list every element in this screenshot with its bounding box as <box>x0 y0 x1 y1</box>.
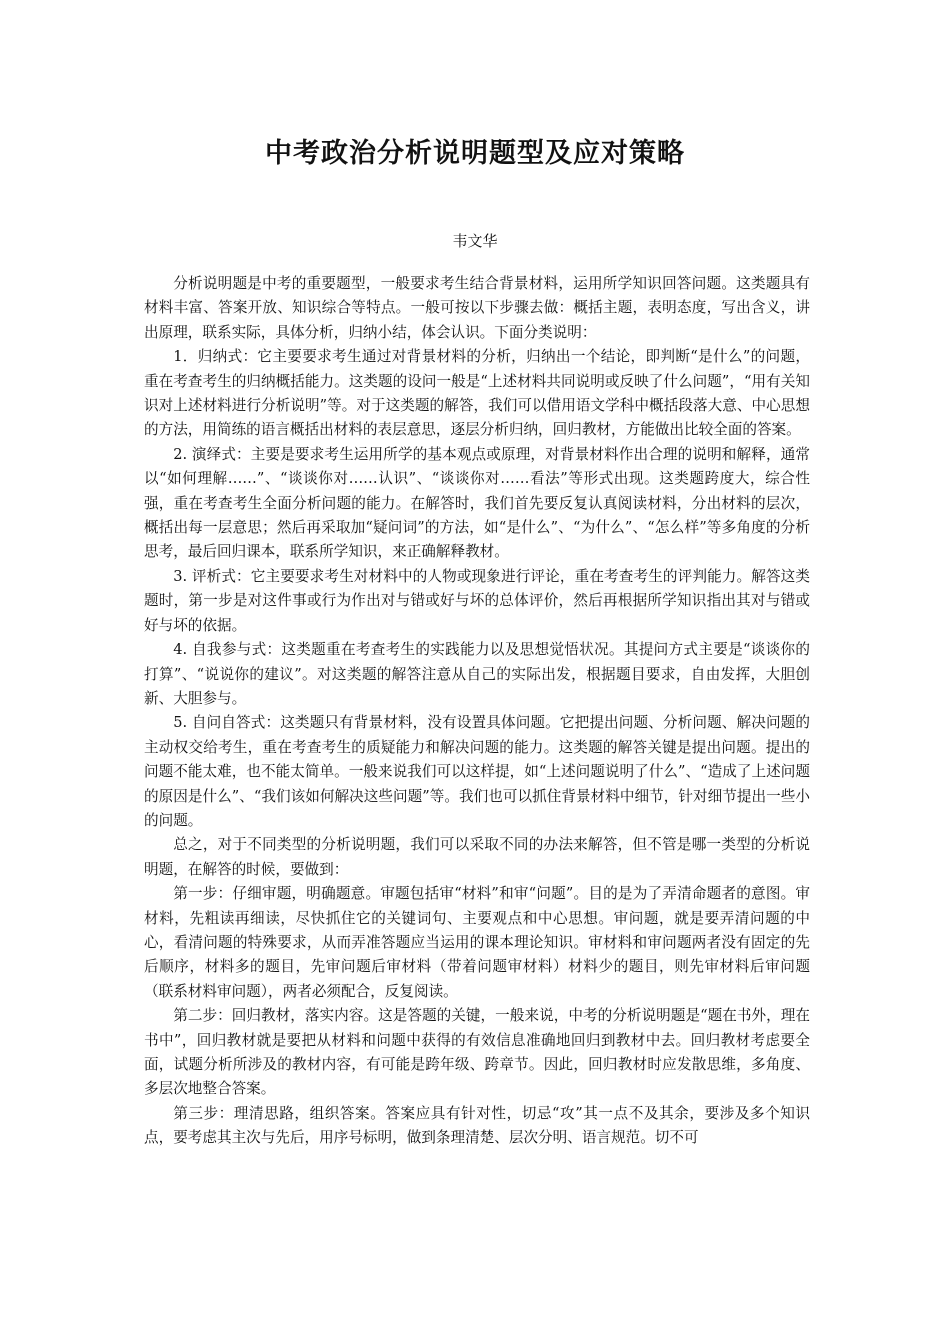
paragraph-step-3: 第三步：理清思路，组织答案。答案应具有针对性，切忌“攻”其一点不及其余，要涉及多个知识点，要考虑其主次与先后，用序号标明，做到条理清楚、层次分明、语言规范。切不可 <box>144 1104 810 1147</box>
document-title: 中考政治分析说明题型及应对策略 <box>265 138 685 169</box>
paragraph-type-1: 1．归纳式：它主要要求考生通过对背景材料的分析，归纳出一个结论，即判断“是什么”的问题，重在考查考生的归纳概括能力。这类题的设问一般是“上述材料共同说明或反映了什么问题”，“用有关知识对上述材料进行分析说明”等。对于这类题的解答，我们可以借用语文学科中概括段落大意、中心思想的方法，用简练的语言概括出材料的表层意思，逐层分析归纳，回归教材，方能做出比较全面的答案。 <box>144 348 810 439</box>
paragraph-type-2: 2. 演绎式：主要是要求考生运用所学的基本观点或原理，对背景材料作出合理的说明和解释，通常以“如何理解……”、“谈谈你对……认识”、“谈谈你对……看法”等形式出现。这类题跨度大，综合性强，重在考查考生全面分析问题的能力。在解答时，我们首先要反复认真阅读材料，分出材料的层次，概括出每一层意思；然后再采取加“疑问词”的方法，如“是什么”、“为什么”、“怎么样”等多角度的分析思考，最后回归课本，联系所学知识，来正确解释教材。 <box>144 445 810 561</box>
paragraph-type-3: 3. 评析式：它主要要求考生对材料中的人物或现象进行评论，重在考查考生的评判能力。解答这类题时，第一步是对这件事或行为作出对与错或好与坏的总体评价，然后再根据所学知识指出其对与错或好与坏的依据。 <box>144 567 810 634</box>
paragraph-summary: 总之，对于不同类型的分析说明题，我们可以采取不同的办法来解答，但不管是哪一类型的分析说明题，在解答的时候，要做到： <box>144 836 810 878</box>
document-body <box>144 272 810 1151</box>
paragraph-step-2: 第二步：回归教材，落实内容。这是答题的关键，一般来说，中考的分析说明题是“题在书外，理在书中”，回归教材就是要把从材料和问题中获得的有效信息准确地回归到教材中去。回归教材考虑要全面，试题分析所涉及的教材内容，有可能是跨年级、跨章节。因此，回归教材时应发散思维，多角度、多层次地整合答案。 <box>144 1007 810 1098</box>
paragraph-type-4: 4. 自我参与式：这类题重在考查考生的实践能力以及思想觉悟状况。其提问方式主要是“谈谈你的打算”、“说说你的建议”。对这类题的解答注意从自己的实际出发，根据题目要求，自由发挥，大胆创新、大胆参与。 <box>144 641 810 707</box>
paragraph-step-1: 第一步：仔细审题，明确题意。审题包括审“材料”和审“问题”。目的是为了弄清命题者的意图。审材料，先粗读再细读，尽快抓住它的关键词句、主要观点和中心思想。审问题，就是要弄清问题的中心，看清问题的特殊要求，从而弄准答题应当运用的课本理论知识。审材料和审问题两者没有固定的先后顺序，材料多的题目，先审问题后审材料（带着问题审材料）材料少的题目，则先审材料后审问题（联系材料审问题），两者必须配合，反复阅读。 <box>144 885 810 1000</box>
paragraph-type-5: 5. 自问自答式：这类题只有背景材料，没有设置具体问题。它把提出问题、分析问题、解决问题的主动权交给考生，重在考查考生的质疑能力和解决问题的能力。这类题的解答关键是提出问题。提出的问题不能太难，也不能太简单。一般来说我们可以这样提，如“上述问题说明了什么”、“造成了上述问题的原因是什么”、“我们该如何解决这些问题”等。我们也可以抓住背景材料中细节，针对细节提出一些小的问题。 <box>144 714 810 829</box>
author-name: 韦文华 <box>452 232 498 250</box>
paragraph-intro: 分析说明题是中考的重要题型，一般要求考生结合背景材料，运用所学知识回答问题。这类题具有材料丰富、答案开放、知识综合等特点。一般可按以下步骤去做：概括主题，表明态度，写出含义，讲出原理，联系实际，具体分析，归纳小结，体会认识。下面分类说明： <box>144 275 810 341</box>
